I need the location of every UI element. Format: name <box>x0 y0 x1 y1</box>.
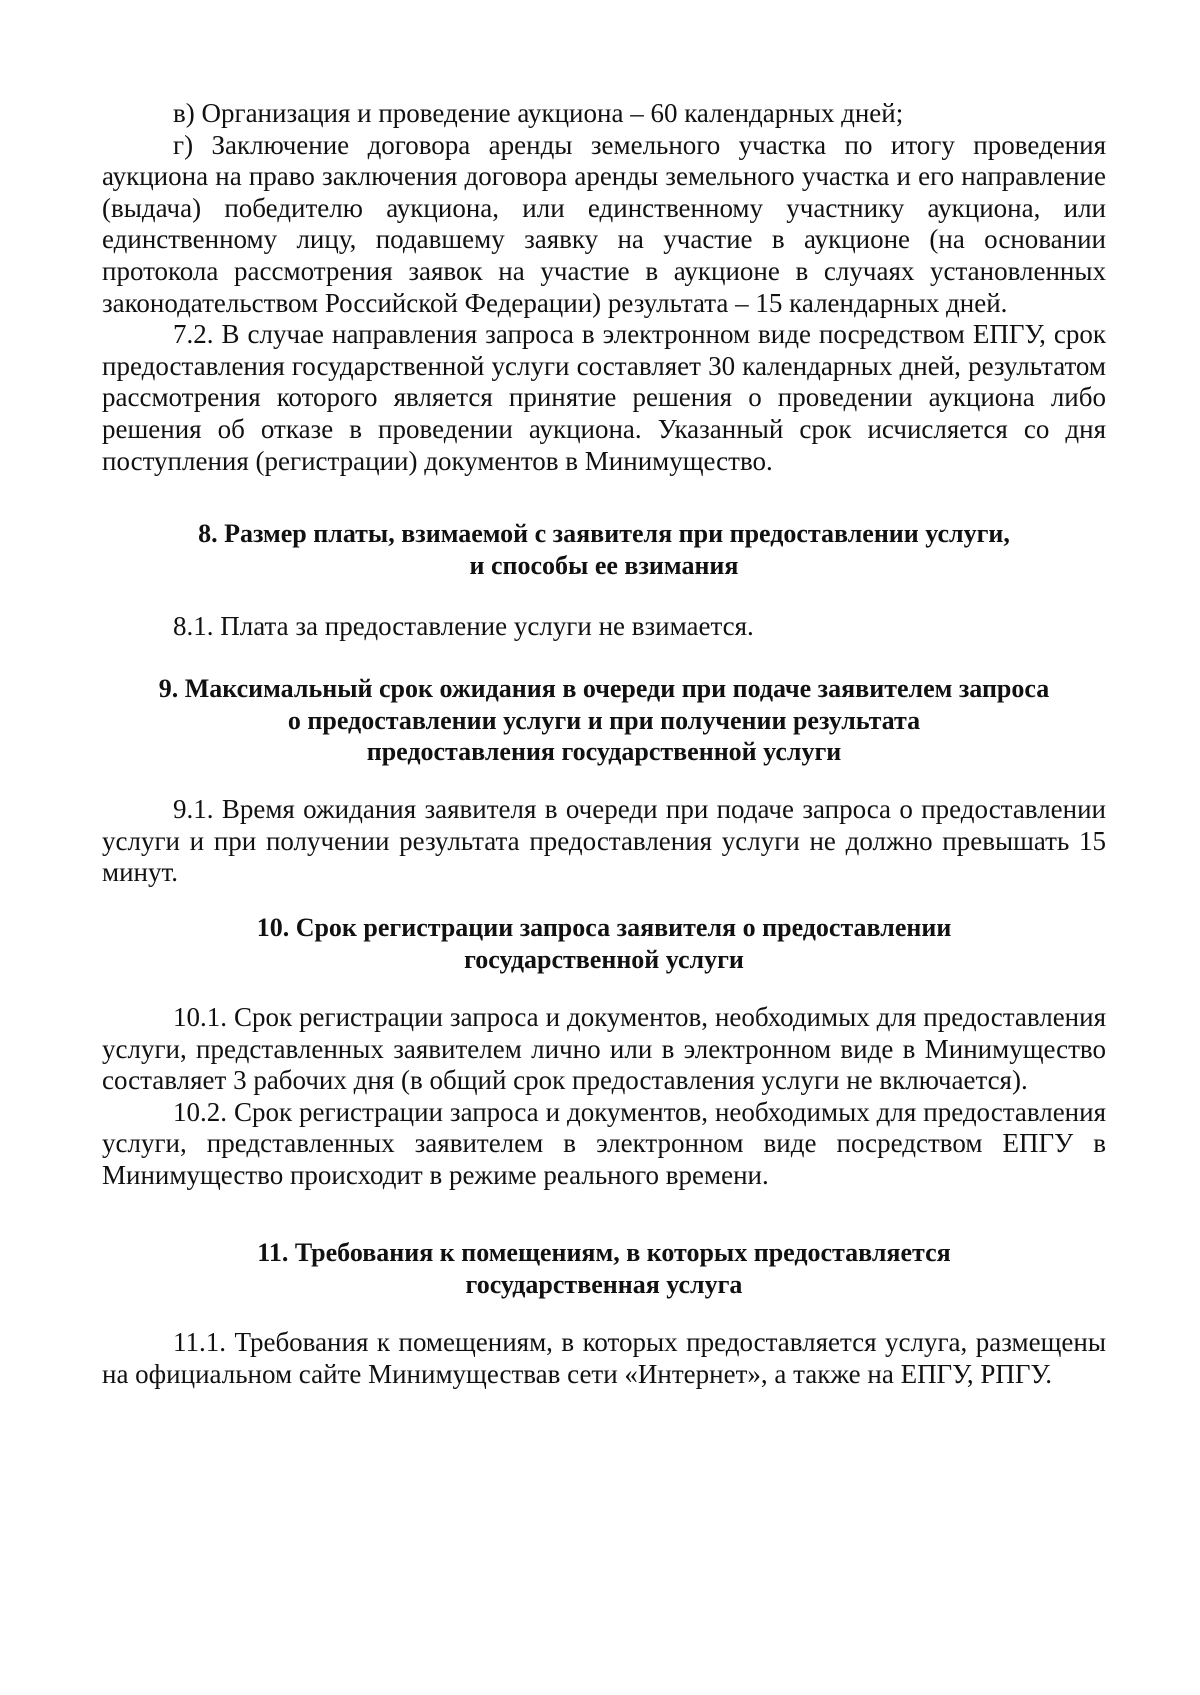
heading-section-9 <box>102 673 1106 768</box>
heading-9-line-2: о предоставлении услуги и при получении результата <box>287 705 921 735</box>
paragraph-g: г) Заключение договора аренды земельного участка по итогу проведения аукциона на право заключения договора аренды земельного участка и его направление (выдача) победителю аукциона, или единственному участнику аукциона, или единственному лицу, подавшему заявку на участие в аукционе (на основании протокола рассмотрения заявок на участие в аукционе в случаях установленных законодательством Российской Федерации) результата – 15 календарных дней. <box>102 129 1106 318</box>
heading-section-10 <box>102 912 1106 975</box>
heading-11-line-1: 11. Требования к помещениям, в которых предоставляется <box>257 1238 951 1267</box>
paragraph-v: в) Организация и проведение аукциона – 60 календарных дней; <box>173 98 904 128</box>
heading-9-line-1: 9. Максимальный срок ожидания в очереди при подаче заявителем запроса <box>158 674 1050 703</box>
heading-8-line-2: и способы ее взимания <box>469 550 739 580</box>
paragraph-7-2: 7.2. В случае направления запроса в электронном виде посредством ЕПГУ, срок предоставления государственной услуги составляет 30 календарных дней, результатом рассмотрения которого является принятие решения о проведении аукциона либо решения об отказе в проведении аукциона. Указанный срок исчисляется со дня поступления (регистрации) документов в Минимущество. <box>102 319 1106 476</box>
heading-section-8 <box>102 518 1106 581</box>
heading-10-line-2: государственной услуги <box>464 944 744 974</box>
heading-10-line-1: 10. Срок регистрации запроса заявителя о предоставлении <box>256 913 952 942</box>
heading-section-11 <box>102 1237 1106 1300</box>
paragraph-11-1: 11.1. Требования к помещениям, в которых предоставляется услуга, размещены на официальном сайте Минимуществав сети «Интернет», а также на ЕПГУ, РПГУ. <box>102 1327 1106 1389</box>
paragraph-10-2: 10.2. Срок регистрации запроса и документов, необходимых для предоставления услуги, представленных заявителем в электронном виде посредством ЕПГУ в Минимущество происходит в режиме реального времени. <box>102 1096 1106 1190</box>
heading-9-line-3: предоставления государственной услуги <box>366 737 842 766</box>
section-8-body <box>102 611 1106 643</box>
top-paragraphs <box>102 98 1106 477</box>
section-10-body <box>102 1002 1106 1192</box>
paragraph-8-1: 8.1. Плата за предоставление услуги не взимается. <box>173 611 754 641</box>
paragraph-10-1: 10.1. Срок регистрации запроса и документов, необходимых для предоставления услуги, представленных заявителем лично или в электронном виде в Минимущество составляет 3 рабочих дня (в общий срок предоставления услуги не включается). <box>102 1002 1106 1096</box>
paragraph-9-1: 9.1. Время ожидания заявителя в очереди при подаче запроса о предоставлении услуги и при получении результата предоставления услуги не должно превышать 15 минут. <box>102 794 1106 888</box>
section-9-body <box>102 794 1106 889</box>
section-11-body <box>102 1327 1106 1390</box>
heading-8-line-1: 8. Размер платы, взимаемой с заявителя при предоставлении услуги, <box>198 519 1010 548</box>
heading-11-line-2: государственная услуга <box>465 1269 743 1299</box>
